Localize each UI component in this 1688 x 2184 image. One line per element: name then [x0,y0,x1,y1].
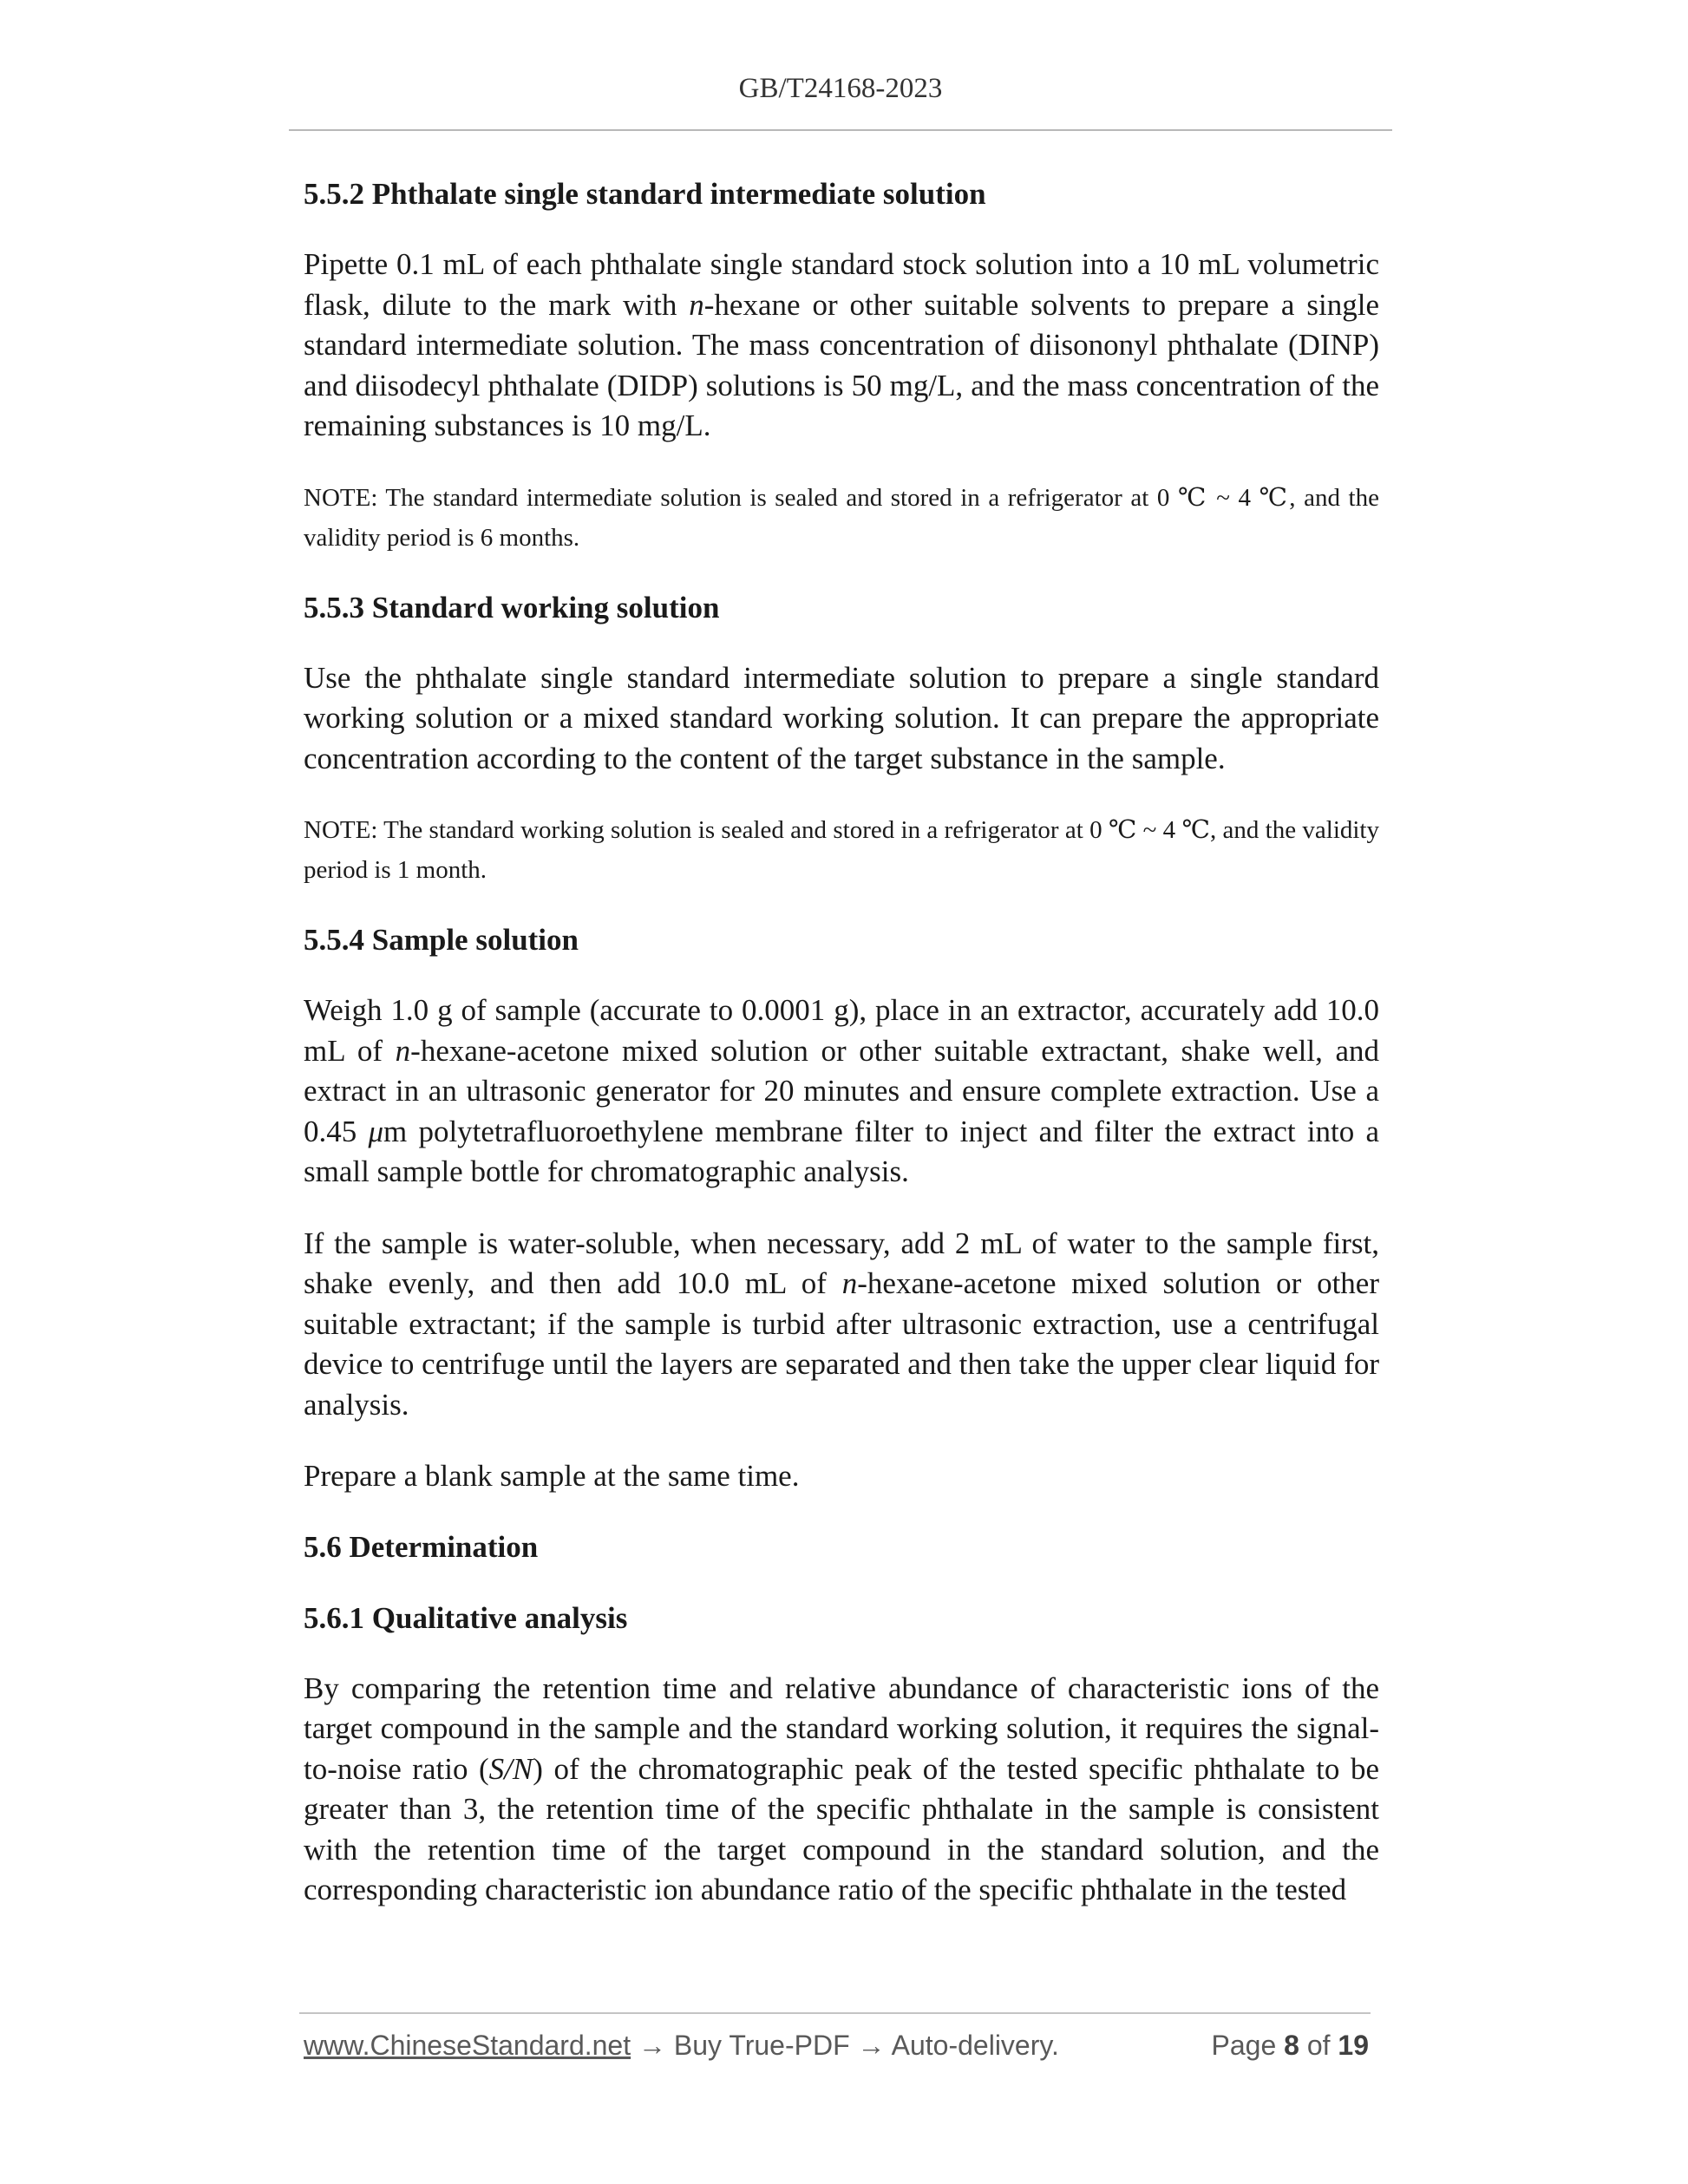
header-divider [289,129,1392,131]
page-number-indicator: Page 8 of 19 [1211,2030,1369,2061]
website-link[interactable]: www.ChineseStandard.net [304,2030,631,2061]
section-heading-5-6-1: 5.6.1 Qualitative analysis [304,1600,628,1635]
paragraph-sample-weigh: Weigh 1.0 g of sample (accurate to 0.0001 g), place in an extractor, accurately add 10.0 mL of n-hexane-acetone mixed solution or other suitable extractant, shake well, and extract in an ultrasonic generator for 20 minutes and ensure complete extraction. Use a 0.45 μm polytetrafluoroethylene membrane filter to inject and filter the extract into a small sample bottle for chromatographic analysis. [304,993,1380,1188]
footer-divider [299,2012,1371,2014]
paragraph-water-soluble: If the sample is water-soluble, when necessary, add 2 mL of water to the sample first, shake evenly, and then add 10.0 mL of n-hexane-acetone mixed solution or other suitable extractant; if the sample is turbid after ultrasonic extraction, use a centrifugal device to centrifuge until the layers are separated and then take the upper clear liquid for analysis. [304,1226,1379,1422]
total-pages: 19 [1338,2030,1369,2061]
page-footer [304,2030,1369,2073]
current-page-number: 8 [1284,2030,1299,2061]
page-content [304,173,1379,1911]
paragraph-working-solution: Use the phthalate single standard intermediate solution to prepare a single standard working solution or a mixed standard working solution. It can prepare the appropriate concentration according to the content of the target substance in the sample. [304,660,1379,775]
document-header: GB/T24168-2023 [738,73,943,104]
paragraph-blank-sample: Prepare a blank sample at the same time. [304,1459,800,1493]
section-heading-5-5-4: 5.5.4 Sample solution [304,923,579,957]
paragraph-qualitative-analysis: By comparing the retention time and relative abundance of characteristic ions of the target compound in the sample and the standard working solution, it requires the signal-to-noise ratio (S/N) of the chromatographic peak of the tested specific phthalate to be greater than 3, the retention time of the specific phthalate in the sample is consistent with the retention time of the target compound in the standard solution, and the corresponding characteristic ion abundance ratio of the specific phthalate in the tested [304,1671,1379,1906]
section-heading-5-5-3: 5.5.3 Standard working solution [304,590,720,624]
paragraph-intermediate-solution: Pipette 0.1 mL of each phthalate single standard stock solution into a 10 mL volumetric flask, dilute to the mark with n-hexane or other suitable solvents to prepare a single standard intermediate solution. The mass concentration of diisononyl phthalate (DINP) and diisodecyl phthalate (DIDP) solutions is 50 mg/L, and the mass concentration of the remaining substances is 10 mg/L. [304,247,1379,442]
section-heading-5-5-2: 5.5.2 Phthalate single standard intermediate solution [304,177,986,211]
note-working-storage: NOTE: The standard working solution is sealed and stored in a refrigerator at 0 ℃ ~ 4 ℃, and the validity period is 1 month. [304,816,1379,884]
note-intermediate-storage: NOTE: The standard intermediate solution is sealed and stored in a refrigerator at 0 ℃ ~ 4 ℃, and the validity period is 6 months. [304,483,1379,552]
section-heading-5-6: 5.6 Determination [304,1529,539,1564]
footer-promo [304,2030,1059,2062]
footer-promo-text: → Buy True-PDF → Auto-delivery. [631,2030,1059,2061]
